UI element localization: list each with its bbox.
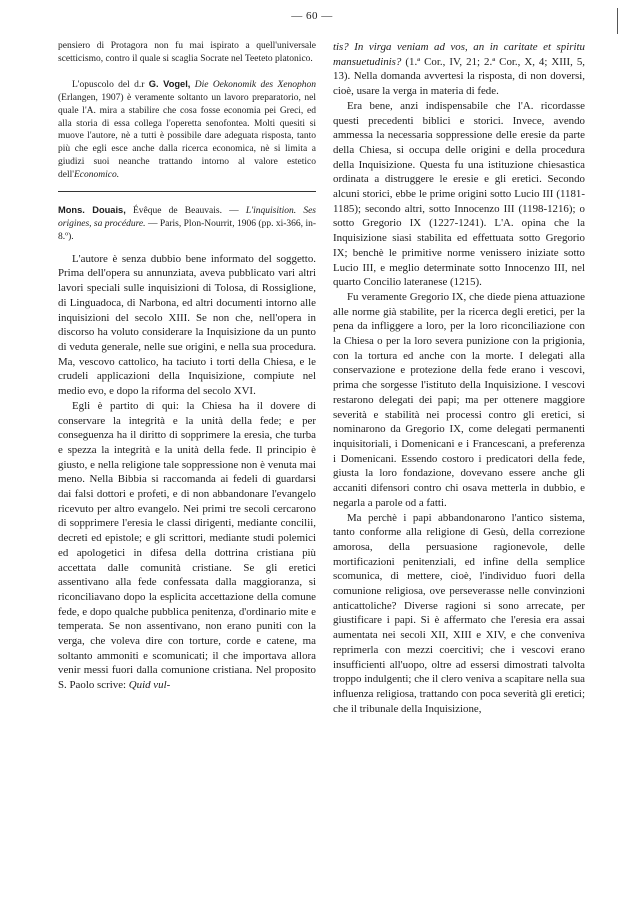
review-vogel-tail-title: Economico. [73,170,120,181]
review-vogel [58,78,316,182]
paragraph-church-duty [58,399,316,693]
review-douais-pubinfo: — Paris, Plon-Nourrit, 1906 (pp. xi-366, in-8.º). [58,218,316,242]
quote-reference-text: (1.ª Cor., IV, 21; 2.ª Cor., X, 4; XIII, 5, 13). Nella domanda avvertesi la risposta, di non doversi, cioè, usare la verga in materia di fede. [333,55,585,98]
paragraph-popes-system: Ma perchè i papi abbandonarono l'antico sistema, tanto conforme alla religione di Gesù, della correzione amorosa, della persuasione ragionevole, delle mortificazioni penitenziali, ed infine della semplice scomunica, di mettere, cioè, l'individuo fuori della comunione religiosa, ove perseverasse nelle convinzioni anticattoliche? Diverse ragioni si sono arrecate, per giustificare i papi. Si è affermato che l'eresia era assai aumentata nei secoli XII, XIII e XIV, e che conveniva reprimerla con mezzi coercitivi; che i vescovi erano insufficienti all'uopo, oltre ad essersi dimostrati talvolta troppo indulgenti; che il clero veniva a scapitare nella sua influenza religiosa, trattando con poca severità gli eretici; che il tribunale della Inquisizione, [333,511,585,715]
quote-continued: tis? In virga veniam ad vos, an in caritate et spiritu mansuetudinis? [333,41,585,68]
review-douais-heading [58,204,316,244]
right-column [333,40,585,890]
review-douais-title: L'inquisition. Ses origines, sa procédure. [58,206,316,229]
quote-start: Quid vul- [128,679,171,692]
review-vogel-lead: L'opuscolo del d.r [72,79,145,90]
review-vogel-title: Die Oekonomik des Xenophon [194,79,316,90]
paragraph-gregory-ix: Fu veramente Gregorio IX, che diede piena attuazione alle norme già stabilite, per la ricerca degli eretici, per la pena da infliggere a loro, per la loro riconciliazione con la Chiesa o per la loro severa punizione con la prigionia, con la tortura ed anche con la morte. I delegati alla conservazione e protezione della fede erano i vescovi, prima che sorgesse l'istituto della Inquisizione. I vescovi restarono delegati dei papi; ma per ottenere maggiore severità e stabilità nei processi contro gli eretici, si nominarono da Gregorio IX, come delegati permanenti inquisitoriali, i Domenicani e i Francescani, a preferenza i Domenicani. Essendo costoro i predicatori della fede, giusta la loro fondazione, dovevano essere anche gli accaniti difensori contro chi osava metterla in dubbio, e negarla a parole od a fatti. [333,290,585,509]
page-number: — 60 — [291,10,333,22]
review-vogel-text: (Erlangen, 1907) è veramente soltanto un lavoro preparatorio, nel quale l'A. mira a stabilire che cosa fosse economia pei Greci, ed alla storia di essa collega l'operetta senofontea. Molti quesiti si muove l'autore, nè a tutti è possibile dare adeguata risposta, tanto più che egli esce anche dalla ricerca economica, nè si limita a giudizi suoi neanche trattando intorno al valore estetico dell' [58,92,316,181]
review-vogel-author: G. Vogel, [148,78,191,89]
section-divider [58,191,316,192]
paragraph-author-informed: L'autore è senza dubbio bene informato del soggetto. Prima dell'opera su annunziata, aveva pubblicato vari altri lavori speciali sulle inquisizioni di Tolosa, di Rossiglione, di Linguadoca, di Narbona, ed altri documenti intorno alle inquisizioni del secolo XIII. Se non che, nell'opera in discorso ha voluto considerare la Inquisizione da un punto di veduta generale, nelle sue origini, e nella sua procedura. Ma, vescovo cattolico, ha taciuto i torti della Chiesa, e le crudeli applicazioni della Inquisizione, compiute nel medio evo, e dopo la riforma del secolo XVI. [58,252,316,398]
review-douais-role: Évêque de Beauvais. — [132,206,239,217]
page-edge-mark [617,8,618,34]
paragraph-inquisition-origins: Era bene, anzi indispensabile che l'A. ricordasse questi precedenti biblici e storici. Invece, avendo ammessa la necessaria soppressione delle eresie da parte della Chiesa, si occupa delle origini e della procedura della Inquisizione. Questa fu una istituzione chiesastica ordinata a distruggere le eresie e gli eretici. Secondo alcuni storici, ebbe le prime origini sotto Lucio III (1181-1185); secondo altri, sotto Innocenzo III (1198-1216); o sotto Gregorio IX (1227-1241). L'A. opina che la Inquisizione siasi stabilita ed effettuata sotto Gregorio IX; benchè le primitive norme venissero iniziate sotto Lucio III, e meglio determinate sotto Innocenzo III, nel quarto Concilio lateranese (1215). [333,99,585,289]
left-column [58,40,316,890]
review-douais-author: Mons. Douais, [58,205,126,216]
paragraph-quote-continued [333,40,585,99]
paragraph-protagora: pensiero di Protagora non fu mai ispirato a quell'universale scetticismo, contro il quale si scaglia Socrate nel Teeteto platonico. [58,41,316,64]
paragraph-church-duty-text: Egli è partito di qui: la Chiesa ha il dovere di conservare la integrità e la unità della fede; e per conseguenza ha il diritto di sopprimere la eresia, che turba e spezza la integrità e la unità della fede. Il principio è giusto, e nella religione tale soppressione non è venuta mai meno. Nella Bibbia si raccomanda ai fedeli di guardarsi dai falsi dottori e profeti, e di non abbandonare l'evangelo ricevuto per altro evangelo. Nei primi tre secoli cercarono di sopprimere l'eresia le classi dirigenti, mediante concilii, decreti ed epistole; e gli scrittori, mediante studi polemici ed apologetici in difesa della dottrina cristiana più accettata dalle comunità cristiane. Se gli eretici assentivano alla fede confessata dalla maggioranza, si riconciliavano dopo la esplicita accettazione della comune fede, e dopo qualche pubblica penitenza, d'ordinario mite e temperata. Se non assentivano, non erano puniti con la verga, che voleva dire con torture, corde e catene, ma soltanto ammoniti e scomunicati; il che importava allora venir messi fuori dalla comunione cristiana. Nel proposito S. Paolo scrive: [58,399,316,692]
